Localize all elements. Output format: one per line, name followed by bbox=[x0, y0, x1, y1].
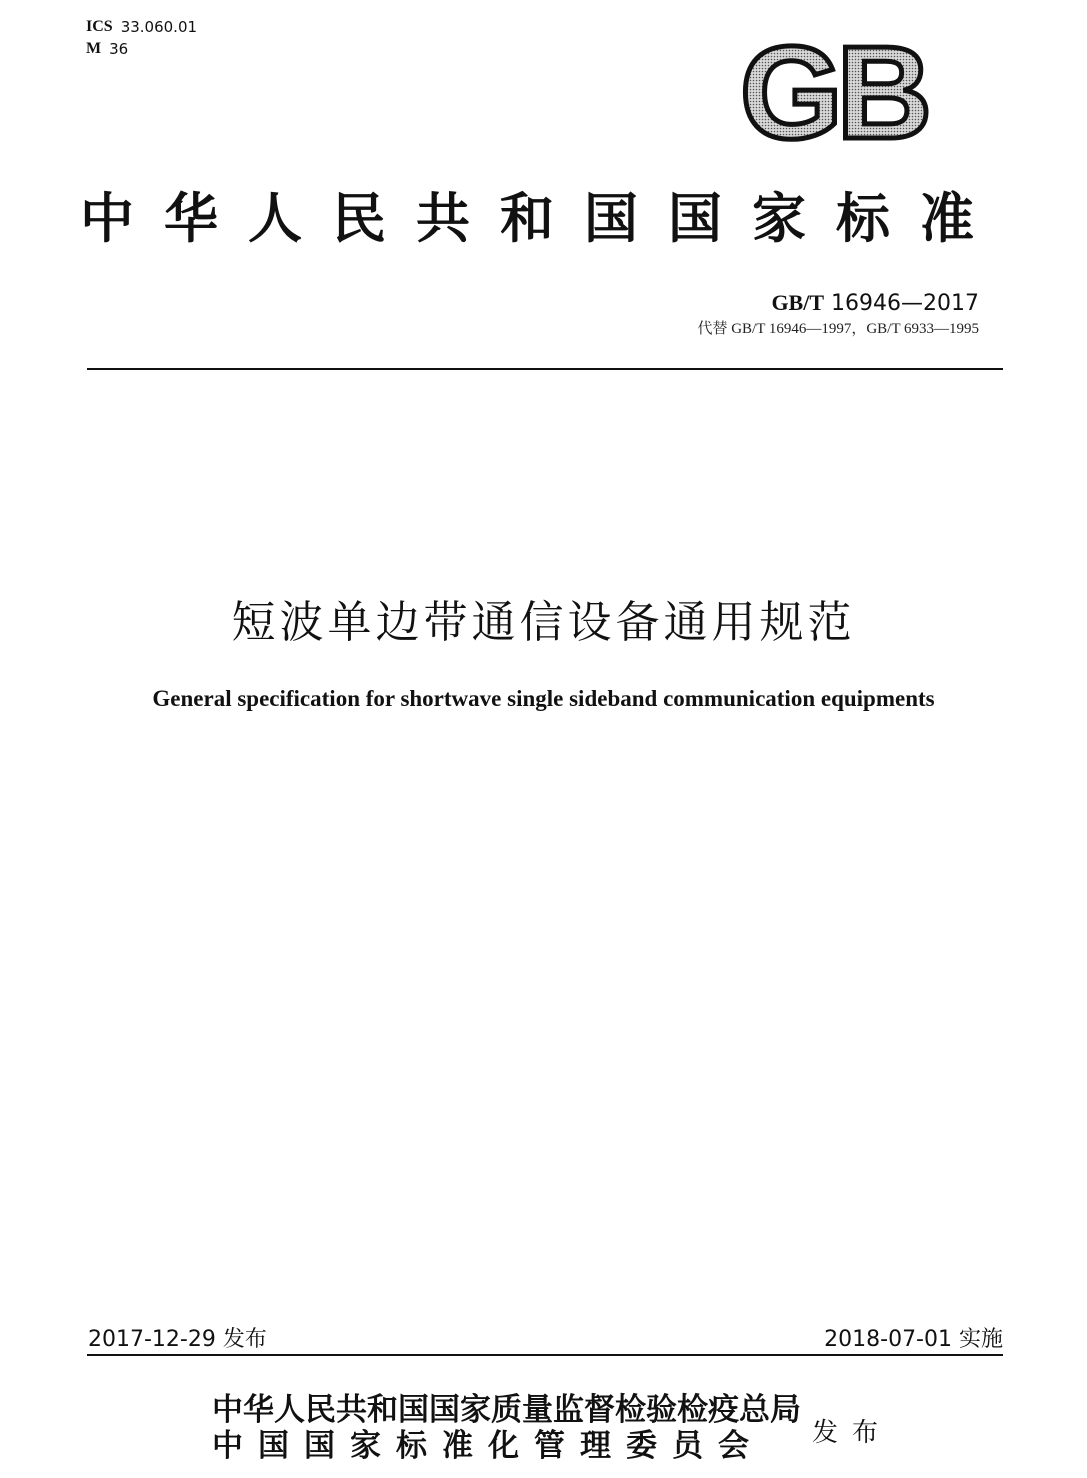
ics-value: 33.060.01 bbox=[120, 18, 198, 36]
ccs-value: 36 bbox=[109, 40, 129, 58]
standard-code bbox=[697, 289, 979, 318]
ccs-label: M bbox=[86, 40, 102, 57]
document-title-en: General specification for shortwave single sideband communication equipments bbox=[152, 686, 935, 711]
ccs-code bbox=[86, 38, 197, 60]
standard-prefix: GB/T bbox=[771, 290, 825, 315]
gb-logo bbox=[722, 34, 944, 146]
issuer-sac: 中国国家标准化管理委员会 bbox=[212, 1428, 764, 1464]
standard-number-block bbox=[697, 289, 979, 340]
document-title-zh: 短波单边带通信设备通用规范 bbox=[231, 597, 856, 648]
top-divider bbox=[87, 368, 1003, 370]
classification-codes bbox=[86, 16, 197, 60]
bottom-divider bbox=[87, 1354, 1003, 1356]
ics-label: ICS bbox=[86, 18, 113, 35]
gb-logo-text: GB bbox=[740, 34, 926, 146]
ics-code bbox=[86, 16, 197, 38]
replaces-note: 代替 GB/T 16946—1997，GB/T 6933—1995 bbox=[697, 321, 979, 337]
publish-label: 发布 bbox=[812, 1418, 893, 1448]
implementation-date: 2018-07-01 实施 bbox=[824, 1327, 1003, 1352]
issuer-aqsiq: 中华人民共和国国家质量监督检验检疫总局 bbox=[212, 1392, 801, 1428]
standard-number: 16946—2017 bbox=[831, 291, 979, 316]
issue-date: 2017-12-29 发布 bbox=[88, 1327, 267, 1352]
national-standard-heading: 中华人民共和国国家标准 bbox=[80, 186, 1004, 250]
issuing-authorities bbox=[212, 1392, 801, 1464]
